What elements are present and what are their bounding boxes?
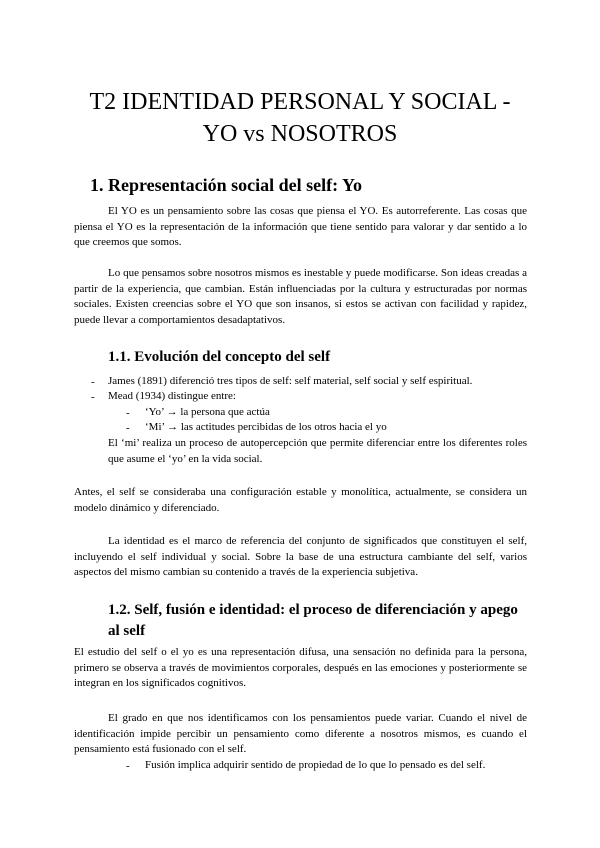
section-1-paragraph-1: El YO es un pensamiento sobre las cosas que piensa el YO. Es autorreferente. Las cosas que piensa el YO es la representación de la información que tiene sentido para valorar y dar sentido a lo que creemos que somos. [74,205,527,248]
document-title [60,86,540,150]
section-1-2-heading: 1.2. Self, fusión e identidad: el proceso de diferenciación y apego al self [108,602,518,639]
sub-bullet-dash: - [126,422,130,434]
title-line-1: T2 IDENTIDAD PERSONAL Y SOCIAL - [89,89,511,115]
section-1-1-paragraph-1: Antes, el self se consideraba una configuración estable y monolítica, actualmente, se considera un modelo dinámico y diferenciado. [74,486,527,514]
section-1-2-paragraph-2: El grado en que nos identificamos con los pensamientos puede variar. Cuando el nivel de identificación impide percibir un pensamiento como diferente a nosotros mismos, es cuando el pensamiento está fusionado con el self. [74,712,527,755]
sub-bullet-mi: ‘Mi’ → las actitudes percibidas de los otros hacia el yo [145,421,387,433]
mead-note: El ‘mi’ realiza un proceso de autopercepción que permite diferenciar entre los diferentes roles que asume el ‘yo’ en la vida social. [108,437,527,465]
sub-bullet-dash: - [126,407,130,419]
bullet-dash: - [126,760,130,772]
sub-bullet-yo: ‘Yo’ → la persona que actúa [145,406,270,418]
section-1-1-paragraph-2: La identidad es el marco de referencia del conjunto de significados que constituyen el self, incluyendo el self individual y social. Sobre la base de una estructura cambiante del self, varios aspectos del mismo cambian su contenido a través de la experiencia subjetiva. [74,535,527,578]
title-line-2: YO vs NOSOTROS [202,121,398,147]
section-1-paragraph-2: Lo que pensamos sobre nosotros mismos es inestable y puede modificarse. Son ideas creadas a partir de la experiencia, que cambian. Están influenciadas por la cultura y estructuradas por normas sociales. Existen creencias sobre el YO que son insanos, si estos se activan con facilidad y rapidez, puede llevar a comportamientos desadaptativos. [74,267,527,326]
bullet-mead: Mead (1934) distingue entre: [108,390,236,402]
bullet-james: James (1891) diferenció tres tipos de self: self material, self social y self espiritual. [108,375,473,387]
bullet-dash: - [91,376,95,388]
bullet-dash: - [91,391,95,403]
section-1-1-heading: 1.1. Evolución del concepto del self [108,349,331,365]
section-1-heading: 1. Representación social del self: Yo [90,175,362,195]
section-1-2-paragraph-1: El estudio del self o el yo es una representación difusa, una sensación no definida para la persona, primero se observa a través de movimientos corporales, después en las emociones y posteriormente se integran en los significados cognitivos. [74,646,527,689]
bullet-fusion: Fusión implica adquirir sentido de propiedad de lo que lo pensado es del self. [145,759,486,771]
